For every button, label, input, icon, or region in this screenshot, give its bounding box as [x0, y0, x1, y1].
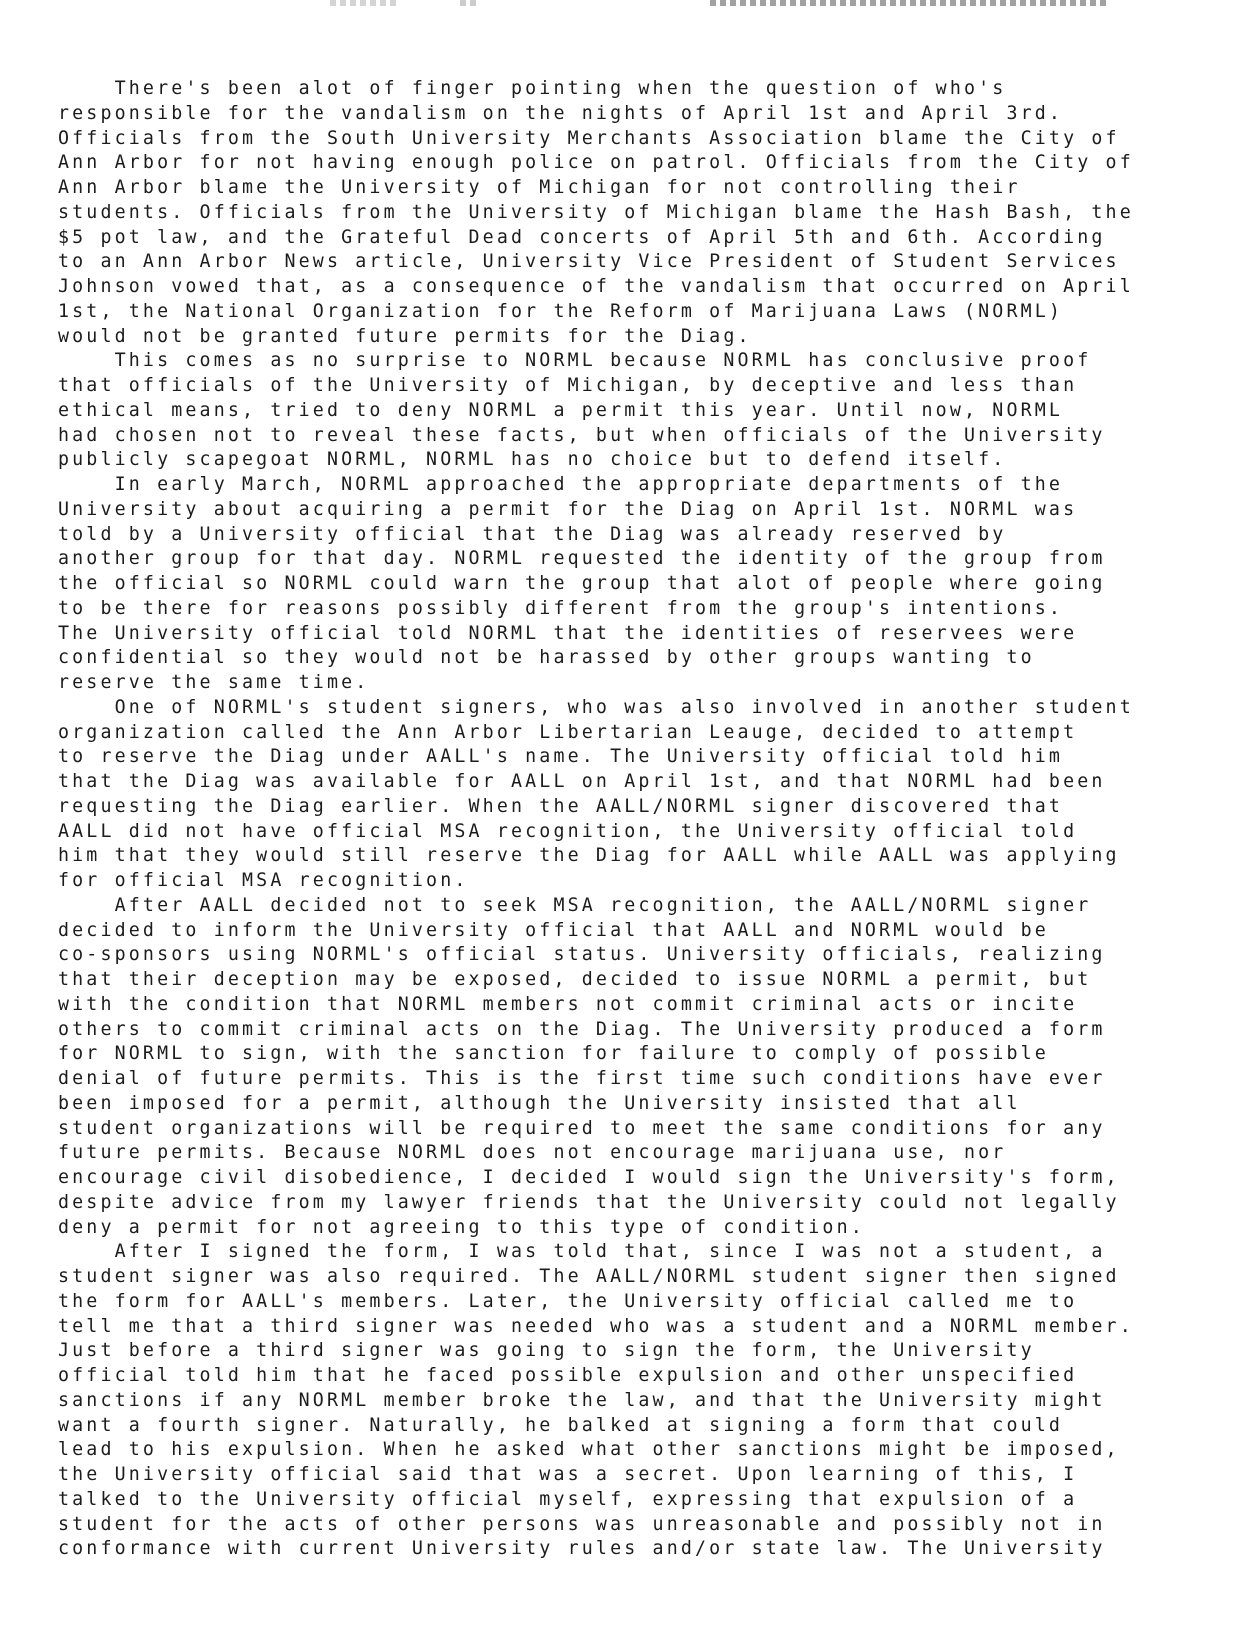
text-line: for NORML to sign, with the sanction for failure to comply of possible — [58, 1043, 1049, 1065]
text-line: tell me that a third signer was needed who was a student and a NORML member. — [58, 1315, 1134, 1337]
text-line: The University official told NORML that the identities of reservees were — [58, 622, 1078, 644]
text-line: conformance with current University rules and/or state law. The University — [58, 1538, 1106, 1560]
text-line: There's been alot of finger pointing when the question of who's — [58, 78, 1007, 99]
text-line: despite advice from my lawyer friends that the University could not legally — [58, 1191, 1120, 1213]
text-line: $5 pot law, and the Grateful Dead concerts of April 5th and 6th. According — [58, 226, 1106, 248]
text-line: After I signed the form, I was told that, since I was not a student, a — [58, 1241, 1106, 1263]
text-line: denial of future permits. This is the first time such conditions have ever — [58, 1068, 1106, 1089]
text-line: Just before a third signer was going to sign the form, the University — [58, 1340, 1035, 1362]
text-line: ethical means, tried to deny NORML a permit this year. Until now, NORML — [58, 399, 1064, 421]
text-line: organization called the Ann Arbor Libertarian Leauge, decided to attempt — [58, 721, 1078, 743]
text-line: the University official said that was a secret. Upon learning of this, I — [58, 1464, 1078, 1485]
text-line: for official MSA recognition. — [58, 870, 469, 891]
text-line: After AALL decided not to seek MSA recognition, the AALL/NORML signer — [58, 894, 1092, 916]
text-line: One of NORML's student signers, who was also involved in another student — [58, 696, 1134, 718]
text-line: student signer was also required. The AALL/NORML student signer then signed — [58, 1266, 1120, 1287]
text-line: 1st, the National Organization for the Reform of Marijuana Laws (NORML) — [58, 300, 1064, 322]
text-line: that officials of the University of Michigan, by deceptive and less than — [58, 375, 1078, 396]
text-line: confidential so they would not be harassed by other groups wanting to — [58, 647, 1035, 669]
text-line: students. Officials from the University of Michigan blame the Hash Bash, the — [58, 201, 1134, 223]
text-line: to an Ann Arbor News article, University Vice President of Student Services — [58, 251, 1120, 273]
text-line: him that they would still reserve the Diag for AALL while AALL was applying — [58, 845, 1120, 867]
text-line: been imposed for a permit, although the University insisted that all — [58, 1092, 1021, 1114]
text-line: co-sponsors using NORML's official status. University officials, realizing — [58, 944, 1106, 966]
text-line: told by a University official that the Diag was already reserved by — [58, 523, 1007, 545]
text-line: another group for that day. NORML requested the identity of the group from — [58, 548, 1106, 570]
text-line: talked to the University official myself, expressing that expulsion of a — [58, 1488, 1078, 1510]
text-line: the form for AALL's members. Later, the University official called me to — [58, 1290, 1078, 1312]
text-line: encourage civil disobedience, I decided I would sign the University's form, — [58, 1167, 1120, 1188]
text-line: In early March, NORML approached the appropriate departments of the — [58, 474, 1064, 495]
text-line: Ann Arbor for not having enough police on patrol. Officials from the City of — [58, 152, 1134, 174]
text-line: that the Diag was available for AALL on April 1st, and that NORML had been — [58, 771, 1106, 792]
text-line: AALL did not have official MSA recognition, the University official told — [58, 820, 1078, 842]
text-line: University about acquiring a permit for the Diag on April 1st. NORML was — [58, 498, 1078, 520]
text-line: Johnson vowed that, as a consequence of the vandalism that occurred on April — [58, 276, 1134, 297]
cropped-header-remnant — [330, 0, 1150, 10]
text-line: decided to inform the University official that AALL and NORML would be — [58, 919, 1049, 941]
text-line: Ann Arbor blame the University of Michigan for not controlling their — [58, 177, 1021, 198]
text-line: lead to his expulsion. When he asked what other sanctions might be imposed, — [58, 1439, 1120, 1461]
text-line: had chosen not to reveal these facts, but when officials of the University — [58, 424, 1106, 446]
text-line: others to commit criminal acts on the Diag. The University produced a form — [58, 1018, 1106, 1040]
text-line: the official so NORML could warn the group that alot of people where going — [58, 573, 1106, 594]
text-line: This comes as no surprise to NORML because NORML has conclusive proof — [58, 350, 1092, 372]
text-line: want a fourth signer. Naturally, he balked at signing a form that could — [58, 1414, 1064, 1436]
text-line: deny a permit for not agreeing to this type of condition. — [58, 1216, 865, 1238]
text-line: with the condition that NORML members not commit criminal acts or incite — [58, 993, 1078, 1015]
typed-letter-body — [58, 77, 1208, 1562]
text-line: sanctions if any NORML member broke the law, and that the University might — [58, 1389, 1106, 1411]
text-line: to reserve the Diag under AALL's name. The University official told him — [58, 746, 1064, 768]
text-line: student for the acts of other persons was unreasonable and possibly not in — [58, 1513, 1106, 1535]
text-line: future permits. Because NORML does not encourage marijuana use, nor — [58, 1142, 1007, 1164]
text-line: official told him that he faced possible expulsion and other unspecified — [58, 1365, 1078, 1386]
text-line: to be there for reasons possibly different from the group's intentions. — [58, 597, 1064, 619]
text-line: that their deception may be exposed, decided to issue NORML a permit, but — [58, 969, 1092, 990]
text-line: requesting the Diag earlier. When the AALL/NORML signer discovered that — [58, 795, 1064, 817]
text-line: responsible for the vandalism on the nights of April 1st and April 3rd. — [58, 102, 1064, 124]
text-line: would not be granted future permits for the Diag. — [58, 325, 752, 347]
text-line: publicly scapegoat NORML, NORML has no choice but to defend itself. — [58, 449, 1007, 471]
text-line: student organizations will be required to meet the same conditions for any — [58, 1117, 1106, 1139]
text-line: reserve the same time. — [58, 672, 370, 693]
text-line: Officials from the South University Merchants Association blame the City of — [58, 127, 1120, 149]
